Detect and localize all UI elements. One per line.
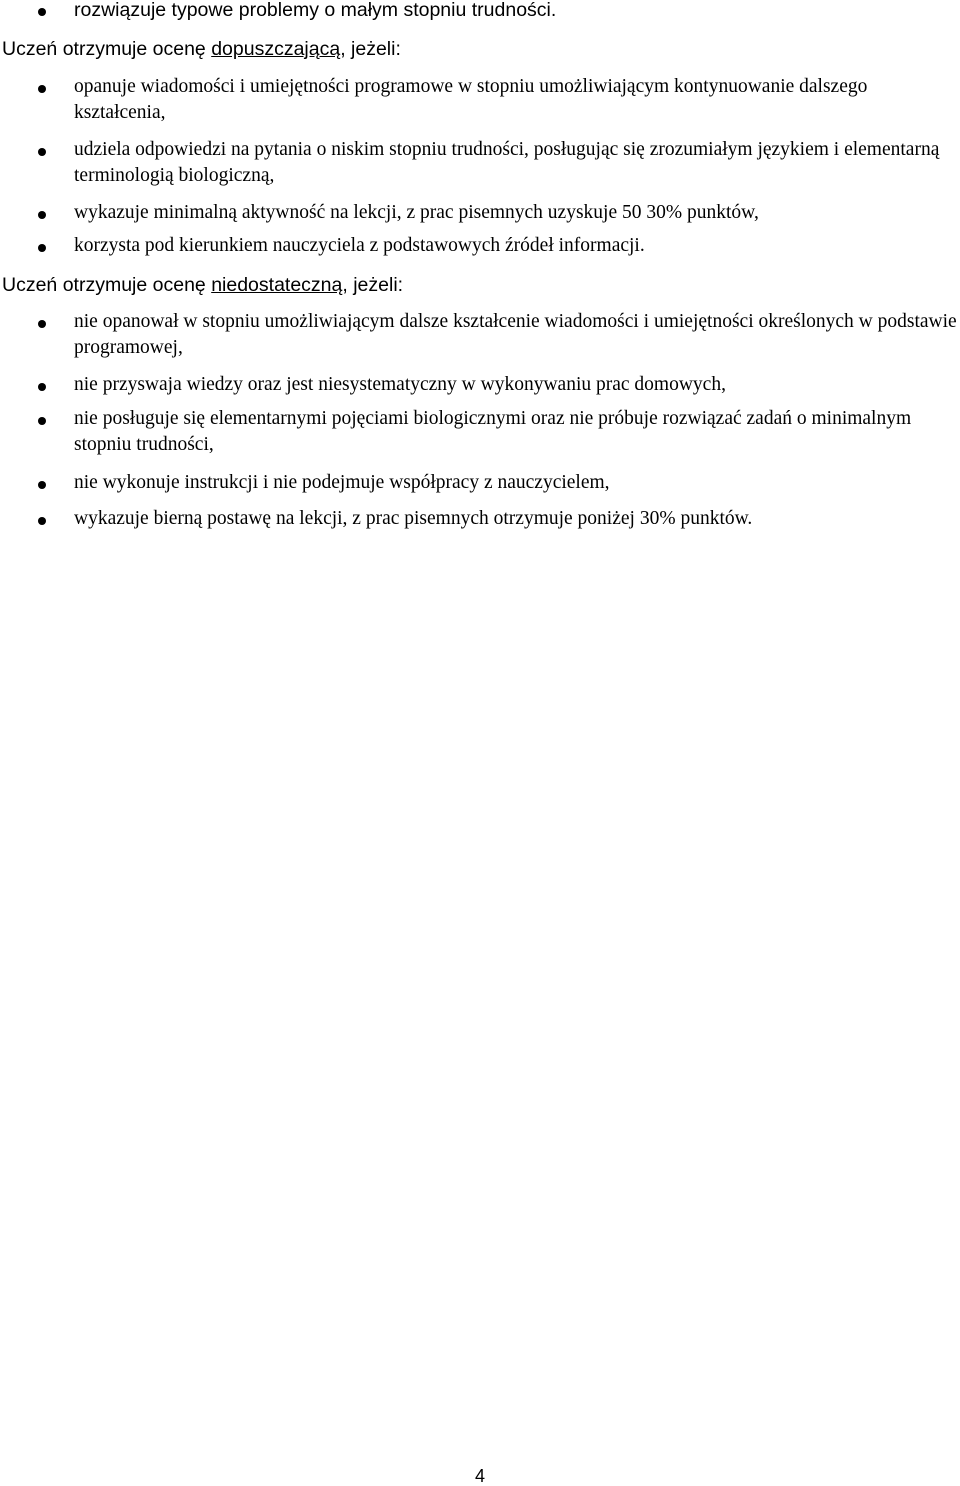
list-item-text: wykazuje minimalną aktywność na lekcji, z prac pisemnych uzyskuje 50 30% punktów, (74, 202, 759, 223)
grade-criteria-intro-niedostateczna (2, 272, 403, 298)
bullet-icon (38, 148, 46, 156)
grade-criteria-intro-dopuszczajaca (2, 36, 401, 62)
bullet-icon (38, 320, 46, 328)
list-item-text: rozwiązuje typowe problemy o małym stopniu trudności. (74, 0, 557, 21)
grade-name: dopuszczającą (211, 38, 341, 60)
list-item-text: nie opanował w stopniu umożliwiającym dalsze kształcenie wiadomości i umiejętności określonych w podstawie programowej, (74, 311, 957, 358)
page-number: 4 (474, 1466, 485, 1486)
bullet-icon (38, 481, 46, 489)
intro-suffix: , jeżeli: (340, 38, 401, 60)
bullet-icon (38, 211, 46, 219)
bullet-icon (38, 8, 46, 16)
intro-prefix: Uczeń otrzymuje ocenę (2, 38, 212, 60)
list-item-text: udziela odpowiedzi na pytania o niskim stopniu trudności, posługując się zrozumiałym językiem i elementarną terminologią biologiczną, (74, 139, 940, 186)
list-item-text: opanuje wiadomości i umiejętności programowe w stopniu umożliwiającym kontynuowanie dalszego kształcenia, (74, 76, 868, 123)
bullet-icon (38, 517, 46, 525)
grade-name: niedostateczną (211, 274, 343, 296)
list-item-text: nie wykonuje instrukcji i nie podejmuje współpracy z nauczycielem, (74, 472, 610, 493)
bullet-icon (38, 383, 46, 391)
bullet-icon (38, 417, 46, 425)
intro-suffix: , jeżeli: (342, 274, 404, 296)
bullet-icon (38, 244, 46, 252)
list-item-text: wykazuje bierną postawę na lekcji, z prac pisemnych otrzymuje poniżej 30% punktów. (74, 508, 753, 529)
intro-prefix: Uczeń otrzymuje ocenę (2, 274, 212, 296)
list-item-text: korzysta pod kierunkiem nauczyciela z podstawowych źródeł informacji. (74, 235, 645, 256)
list-item-text: nie posługuje się elementarnymi pojęciami biologicznymi oraz nie próbuje rozwiązać zadań o minimalnym stopniu trudności, (74, 408, 912, 455)
bullet-icon (38, 85, 46, 93)
list-item-text: nie przyswaja wiedzy oraz jest niesystematyczny w wykonywaniu prac domowych, (74, 374, 726, 395)
